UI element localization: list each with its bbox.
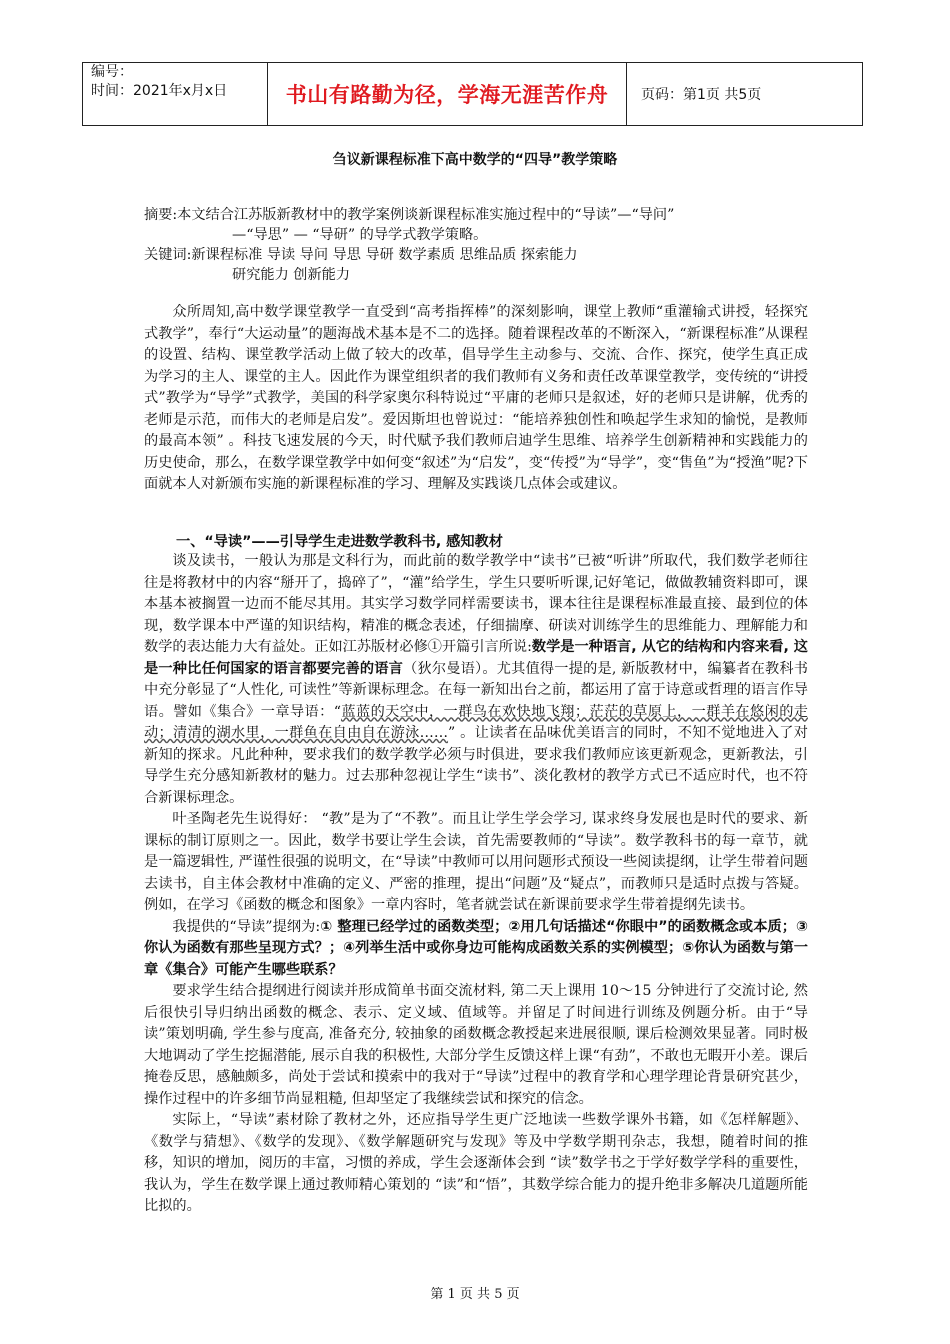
page-footer: 第 1 页 共 5 页 [430,1287,520,1302]
paragraph-extra-reading: 实际上，“导读”素材除了教材之外，还应指导学生更广泛地读一些数学课外书籍，如《怎样解题》、《数学与猜想》、《数学的发现》、《数学解题研究与发现》等及中学数学期刊杂志，我想，随着时间的推移，知识的增加，阅历的丰富，习惯的养成，学生会逐渐体会到 “读”数学书之于学好数学学科的重要性，我认为，学生在数学课上通过教师精心策划的 “读”和“悟”，其数学综合能力的提升绝非多解决几道题所能比拟的。 [144,1112,808,1214]
paragraph-outline [144,917,808,982]
abstract-line-2: —“导思” — “导研” 的导学式教学策略。 [232,227,488,243]
abstract-line-1: 摘要:本文结合江苏版新教材中的教学案例谈新课程标准实施过程中的“导读”—“导问” [144,207,675,223]
header-page-info: 页码：第1页 共5页 [627,63,863,126]
section-1-body [144,551,808,1218]
abstract-block [144,205,824,285]
document-time-label: 时间：2021年x月x日 [91,83,228,99]
header-meta-cell [83,63,268,126]
document-title: 刍议新课程标准下高中数学的“四导”教学策略 [332,152,618,168]
section-1-heading: 一、“导读”——引导学生走进数学教科书, 感知教材 [176,534,503,550]
document-number-label: 编号： [91,64,133,80]
paragraph-reading [144,551,808,809]
paragraph-ye-shengtao: 叶圣陶老先生说得好： “教”是为了“不教”。而且让学生学会学习, 谋求终身发展也是时代的要求、新课标的制订原则之一。因此，数学书要让学生会读，首先需要教师的“导读”。数学教科书的每一章节，就是一篇逻辑性, 严谨性很强的说明文，在“导读”中教师可以用问题形式预设一些阅读提纲，让学生带着问题去读书，自主体会教材中准确的定义、严密的推理，提出“问题”及“疑点”，而教师只是适时点拨与答疑。例如，在学习《函数的概念和图象》一章内容时，笔者就尝试在新课前要求学生带着提纲先读书。 [144,811,808,913]
header-motto: 书山有路勤为径，学海无涯苦作舟 [268,63,627,126]
wavy-underlined-quote: 蓝蓝的天空中，一群鸟在欢快地飞翔；茫茫的草原上，一群羊在悠闲的走动；清清的湖水里，一群鱼在自由自在游泳…… [144,703,808,741]
bold-outline-items: ① 整理已经学过的函数类型；②用几句话描述“你眼中”的函数概念或本质；③你认为函数有那些呈现方式？；④列举生活中或你身边可能构成函数关系的实例模型；⑤你认为函数与第一章《集合》可能产生哪些联系？ [144,918,808,978]
paragraph-text: 我提供的“导读”提纲为: [172,918,321,935]
paragraph-practice: 要求学生结合提纲进行阅读并形成简单书面交流材料, 第二天上课用 10～15 分钟进行了交流讨论, 然后很快引导归纳出函数的概念、表示、定义域、值域等。并留足了时间进行训练及例题分析。由于“导读”策划明确, 学生参与度高, 准备充分, 较抽象的函数概念教授起来进展很顺, 课后检测效果显著。同时极大地调动了学生挖掘潜能, 展示自我的积极性, 大部分学生反馈这样上课“有劲”，不敢也无暇开小差。课后掩卷反思，感触颇多，尚处于尝试和摸索中的我对于“导读”过程中的教育学和心理学理论背景研究甚少，操作过程中的许多细节尚显粗糙, 但却坚定了我继续尝试和探究的信念。 [144,983,808,1107]
paragraph-text: ” 。让读者在品味优美语言的同时，不知不觉地进入了对新知的探求。凡此种种，要求我们的数学教学必须与时俱进，要求我们教师应该更新观念，更新教法，引导学生充分感知新教材的魅力。过去那种忽视让学生“读书”、淡化教材的教学方式已不适应时代，也不符合新课标理念。 [144,725,808,806]
paragraph-text: 谈及读书，一般认为那是文科行为，而此前的数学教学中“读书”已被“听讲”所取代，我们数学老师往往是将教材中的内容“掰开了，捣碎了”，“灌”给学生，学生只要听听课,记好笔记，做做教辅资料即可，课本基本被搁置一边而不能尽其用。其实学习数学同样需要读书，课本往往是课程标准最直接、最到位的体现，数学课本中严谨的知识结构，精准的概念表述，仔细揣摩、研读对训练学生的思维能力、理解能力和数学的表达能力大有益处。正如江苏版材必修①开篇引言所说: [144,553,808,655]
intro-section [144,302,808,496]
paragraph-text: （狄尔曼语）。尤其值得一提的是, 新版教材中，编纂者在教科书中充分彰显了“人性化, 可读性”等新课标理念。在每一新知出台之前，都运用了富于诗意或哲理的语言作导语。譬如《集合》一章导语：“ [144,660,808,720]
intro-paragraph: 众所周知,高中数学课堂教学一直受到“高考指挥棒”的深刻影响，课堂上教师“重灌输式讲授，轻探究式教学”，奉行“大运动量”的题海战术基本是不二的选择。随着课程改革的不断深入，“新课程标准”从课程的设置、结构、课堂教学活动上做了较大的改革，倡导学生主动参与、交流、合作、探究，使学生真正成为学习的主人、课堂的主人。因此作为课堂组织者的我们教师有义务和责任改革课堂教学，变传统的“讲授式”教学为“导学”式教学，美国的科学家奥尔科特说过“平庸的老师只是叙述，好的老师只是讲解，优秀的老师是示范，而伟大的老师是启发”。爱因斯坦也曾说过：“能培养独创性和唤起学生求知的愉悦，是教师的最高本领” 。科技飞速发展的今天，时代赋予我们教师启迪学生思维、培养学生创新精神和实践能力的历史使命，那么，在数学课堂教学中如何变“叙述”为“启发”，变“传授”为“导学”，变“售鱼”为“授渔”呢?下面就本人对新颁布实施的新课程标准的学习、理解及实践谈几点体会或建议。 [144,304,808,492]
keywords-line-1: 关键词:新课程标准 导读 导问 导思 导研 数学素质 思维品质 探索能力 [144,247,578,263]
bold-quote: 数学是一种语言, 从它的结构和内容来看, 这是一种比任何国家的语言都要完善的语言 [144,639,808,677]
keywords-line-2: 研究能力 创新能力 [232,267,351,283]
document-header [82,62,863,126]
